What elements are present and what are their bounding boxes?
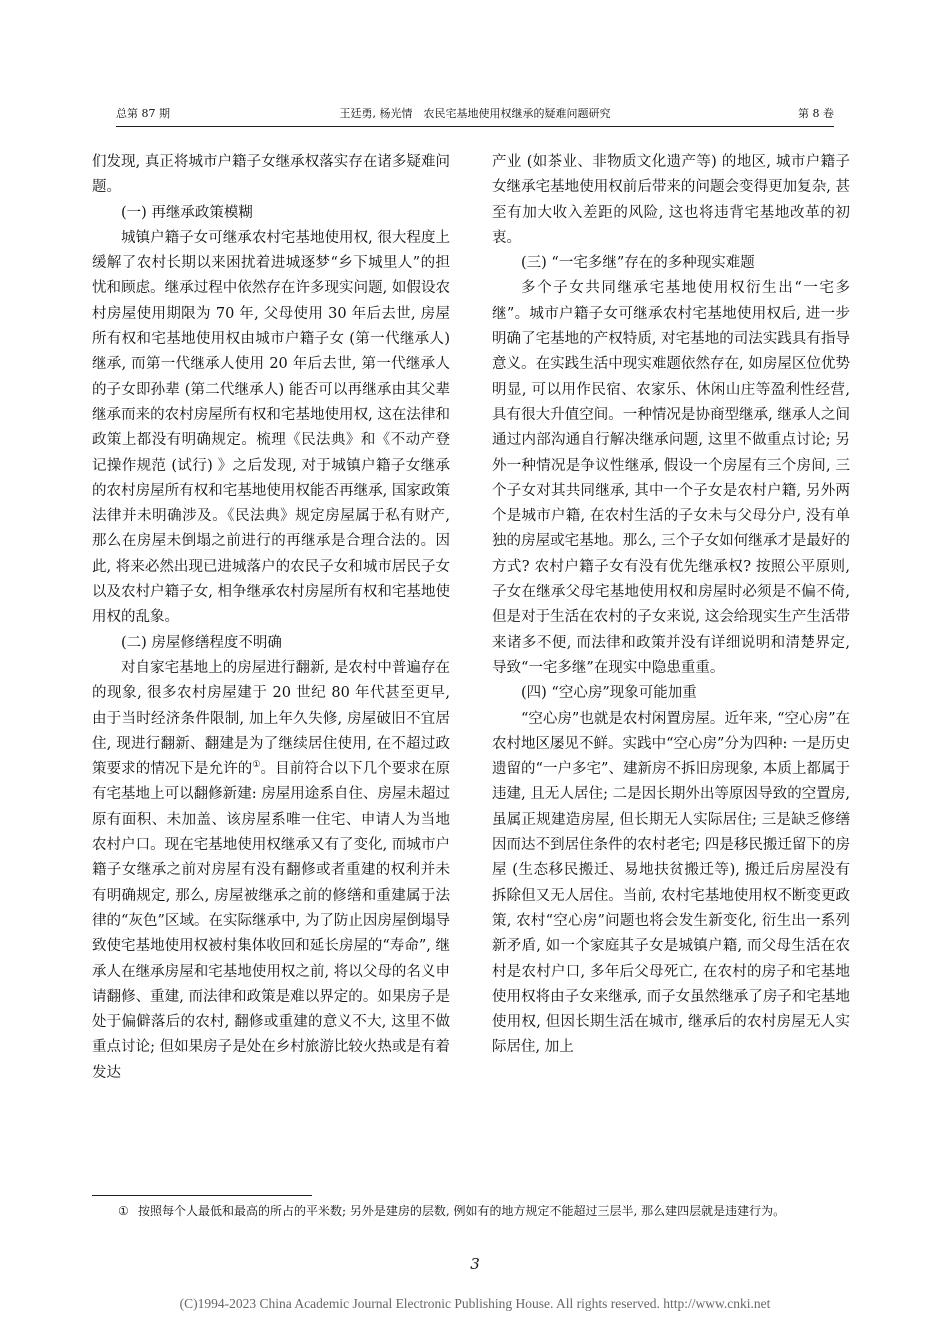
header-divider bbox=[116, 126, 834, 127]
footnote-mark: ① bbox=[118, 1204, 129, 1218]
section-heading-3: (三) “一宅多继”存在的多种现实难题 bbox=[521, 255, 755, 272]
paragraph-text: 对自家宅基地上的房屋进行翻新, 是农村中普遍存在的现象, 很多农村房屋建于 20 世纪 80 年代甚至更早, 由于当时经济条件限制, 加上年久失修, 房屋破旧不宜居住, 现进行翻新、翻建是为了继续居住使用, 在不超过政策要求的情况下是允许的 bbox=[92, 659, 450, 778]
section-heading-4: (四) “空心房”现象可能加重 bbox=[521, 685, 697, 702]
footnote-divider bbox=[92, 1195, 312, 1196]
footnote-text: 按照每个人最低和最高的所占的平米数; 另外是建房的层数, 例如有的地方规定不能超过三层半, 那么建四层就是违建行为。 bbox=[138, 1204, 786, 1218]
volume-number: 第 8 卷 bbox=[798, 107, 834, 120]
paragraph: “空心房”也就是农村闲置房屋。近年来, “空心房”在农村地区屡见不鲜。实践中“空心房”分为四种: 一是历史遗留的“一户多宅”、建新房不拆旧房现象, 本质上都属于违建, 且无人居住; 二是因长期外出等原因导致的空置房, 虽属正规建造房屋, 但长期无人实际居住; 三是缺乏修缮因而达不到居住条件的农村老宅; 四是移民搬迁留下的房屋 (生态移民搬迁、易地扶贫搬迁等), 搬迁后房屋没有拆除但又无人居住。当前, 农村宅基地使用权不断变更政策, 农村“空心房”问题也将会发生新变化, 衍生出一系列新矛盾, 如一个家庭其子女是城镇户籍, 而父母生活在农村是农村户口, 多年后父母死亡, 在农村的房子和宅基地使用权将由子女来继承, 而子女虽然继承了房子和宅基地使用权, 但因长期生活在城市, 继承后的农村房屋无人实际居住, 加上 bbox=[492, 710, 850, 1056]
section-heading-2: (二) 房屋修缮程度不明确 bbox=[121, 634, 282, 651]
footnote bbox=[118, 1201, 858, 1221]
running-header bbox=[116, 104, 834, 124]
paragraph bbox=[92, 656, 450, 1086]
footnote-reference[interactable]: ① bbox=[252, 760, 261, 771]
page-number: 3 bbox=[470, 1255, 480, 1273]
issue-number: 总第 87 期 bbox=[116, 107, 170, 120]
section-heading-1: (一) 再继承政策模糊 bbox=[121, 204, 253, 221]
paragraph-text: 。目前符合以下几个要求在原有宅基地上可以翻修新建: 房屋用途系自住、房屋未超过原有面积、未加盖、该房屋系唯一住宅、申请人为当地农村户口。现在宅基地使用权继承又有了变化, 而城市户籍子女继承之前对房屋有没有翻修或者重建的权利并未有明确规定, 那么, 房屋被继承之前的修缮和重建属于法律的“灰色”区域。在实际继承中, 为了防止因房屋倒塌导致使宅基地使用权被村集体收回和延长房屋的“寿命”, 继承人在继承房屋和宅基地使用权之前, 将以父母的名义申请翻修、重建, 而法律和政策是难以界定的。如果房子是处于偏僻落后的农村, 翻修或重建的意义不大, 这里不做重点讨论; 但如果房子是处在乡村旅游比较火热或是有着发达 bbox=[92, 761, 451, 1081]
paragraph: 们发现, 真正将城市户籍子女继承权落实存在诸多疑难问题。 bbox=[92, 154, 450, 196]
copyright-notice: (C)1994-2023 China Academic Journal Electronic Publishing House. All rights reserved. http://www.cnki.net bbox=[179, 1296, 771, 1311]
paragraph: 产业 (如茶业、非物质文化遗产等) 的地区, 城市户籍子女继承宅基地使用权前后带来的问题会变得更加复杂, 甚至有加大收入差距的风险, 这也将违背宅基地改革的初衷。 bbox=[492, 154, 850, 246]
article-title-header: 王廷勇, 杨光情 农民宅基地使用权继承的疑难问题研究 bbox=[339, 107, 611, 120]
left-column bbox=[92, 150, 450, 1086]
paragraph: 城镇户籍子女可继承农村宅基地使用权, 很大程度上缓解了农村长期以来困扰着进城逐梦“乡下城里人”的担忧和顾虑。继承过程中依然存在许多现实问题, 如假设农村房屋使用期限为 70 年, 父母使用 30 年后去世, 房屋所有权和宅基地使用权由城市户籍子女 (第一代继承人) 继承, 而第一代继承人使用 20 年后去世, 第一代继承人的子女即孙辈 (第二代继承人) 能否可以再继承由其父辈继承而来的农村房屋所有权和宅基地使用权, 这在法律和政策上都没有明确规定。梳理《民法典》和《不动产登记操作规范 (试行) 》之后发现, 对于城镇户籍子女继承的农村房屋所有权和宅基地使用权能否再继承, 国家政策法律并未明确涉及。《民法典》规定房屋属于私有财产, 那么在房屋未倒塌之前进行的再继承是合理合法的。因此, 将来必然出现已进城落户的农民子女和城市居民子女以及农村户籍子女, 相争继承农村房屋所有权和宅基地使用权的乱象。 bbox=[92, 229, 450, 626]
right-column bbox=[492, 150, 850, 1061]
paragraph: 多个子女共同继承宅基地使用权衍生出“一宅多继”。城市户籍子女可继承农村宅基地使用权后, 进一步明确了宅基地的产权特质, 对宅基地的司法实践具有指导意义。在实践生活中现实难题依然存在, 如房屋区位优势明显, 可以用作民宿、农家乐、休闲山庄等盈利性经营, 具有很大升值空间。一种情况是协商型继承, 继承人之间通过内部沟通自行解决继承问题, 这里不做重点讨论; 另外一种情况是争议性继承, 假设一个房屋有三个房间, 三个子女对其共同继承, 其中一个子女是农村户籍, 另外两个是城市户籍, 在农村生活的子女未与父母分户, 没有单独的房屋或宅基地。那么, 三个子女如何继承才是最好的方式? 农村户籍子女有没有优先继承权? 按照公平原则, 子女在继承父母宅基地使用权和房屋时必须是不偏不倚, 但是对于生活在农村的子女来说, 这会给现实生产生活带来诸多不便, 而法律和政策并没有详细说明和清楚界定, 导致“一宅多继”在现实中隐患重重。 bbox=[492, 280, 850, 676]
